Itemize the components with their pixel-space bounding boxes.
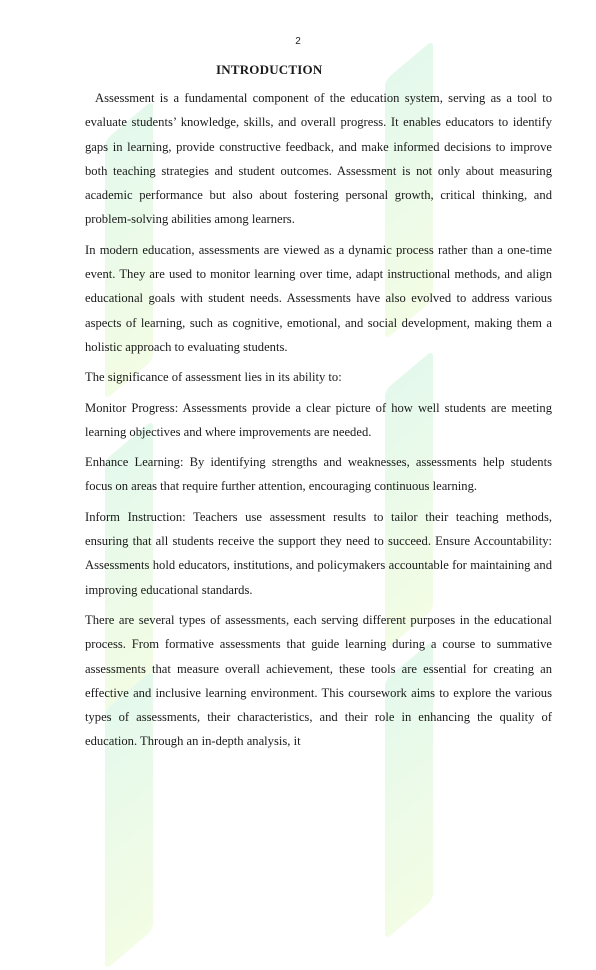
paragraph-inform-instruction: Inform Instruction: Teachers use assessment results to tailor their teaching methods, ensuring that all students receive the support they need to succeed. Ensure Accountability: Assessments hold educators, institutions, and policymakers accountable for maintaining and improving educational standards. [85, 509, 552, 597]
paragraph-intro: Assessment is a fundamental component of the education system, serving as a tool to evaluate students’ knowledge, skills, and overall progress. It enables educators to identify gaps in learning, provide constructive feedback, and make informed decisions to improve both teaching strategies and student outcomes. Assessment is not only about measuring academic performance but also about fostering personal growth, critical thinking, and problem-solving abilities among learners. [85, 91, 552, 227]
document-body [85, 86, 552, 760]
page-number: 2 [295, 36, 301, 47]
paragraph-significance: The significance of assessment lies in its ability to: [85, 370, 342, 385]
paragraph-monitor-progress: Monitor Progress: Assessments provide a clear picture of how well students are meeting learning objectives and where improvements are needed. [85, 400, 552, 439]
page-title: INTRODUCTION [216, 62, 323, 77]
paragraph-types-of-assessments: There are several types of assessments, each serving different purposes in the educational process. From formative assessments that guide learning during a course to summative assessments that measure overall achievement, these tools are essential for creating an effective and inclusive learning environment. This coursework aims to explore the various types of assessments, their characteristics, and their role in enhancing the quality of education. Through an in-depth analysis, it [85, 612, 552, 749]
paragraph-modern-education: In modern education, assessments are viewed as a dynamic process rather than a one-time event. They are used to monitor learning over time, adapt instructional methods, and align educational goals with student needs. Assessments have also evolved to address various aspects of learning, such as cognitive, emotional, and social development, making them a holistic approach to evaluating students. [85, 242, 552, 354]
paragraph-enhance-learning: Enhance Learning: By identifying strengths and weaknesses, assessments help students focus on areas that require further attention, encouraging continuous learning. [85, 455, 552, 494]
